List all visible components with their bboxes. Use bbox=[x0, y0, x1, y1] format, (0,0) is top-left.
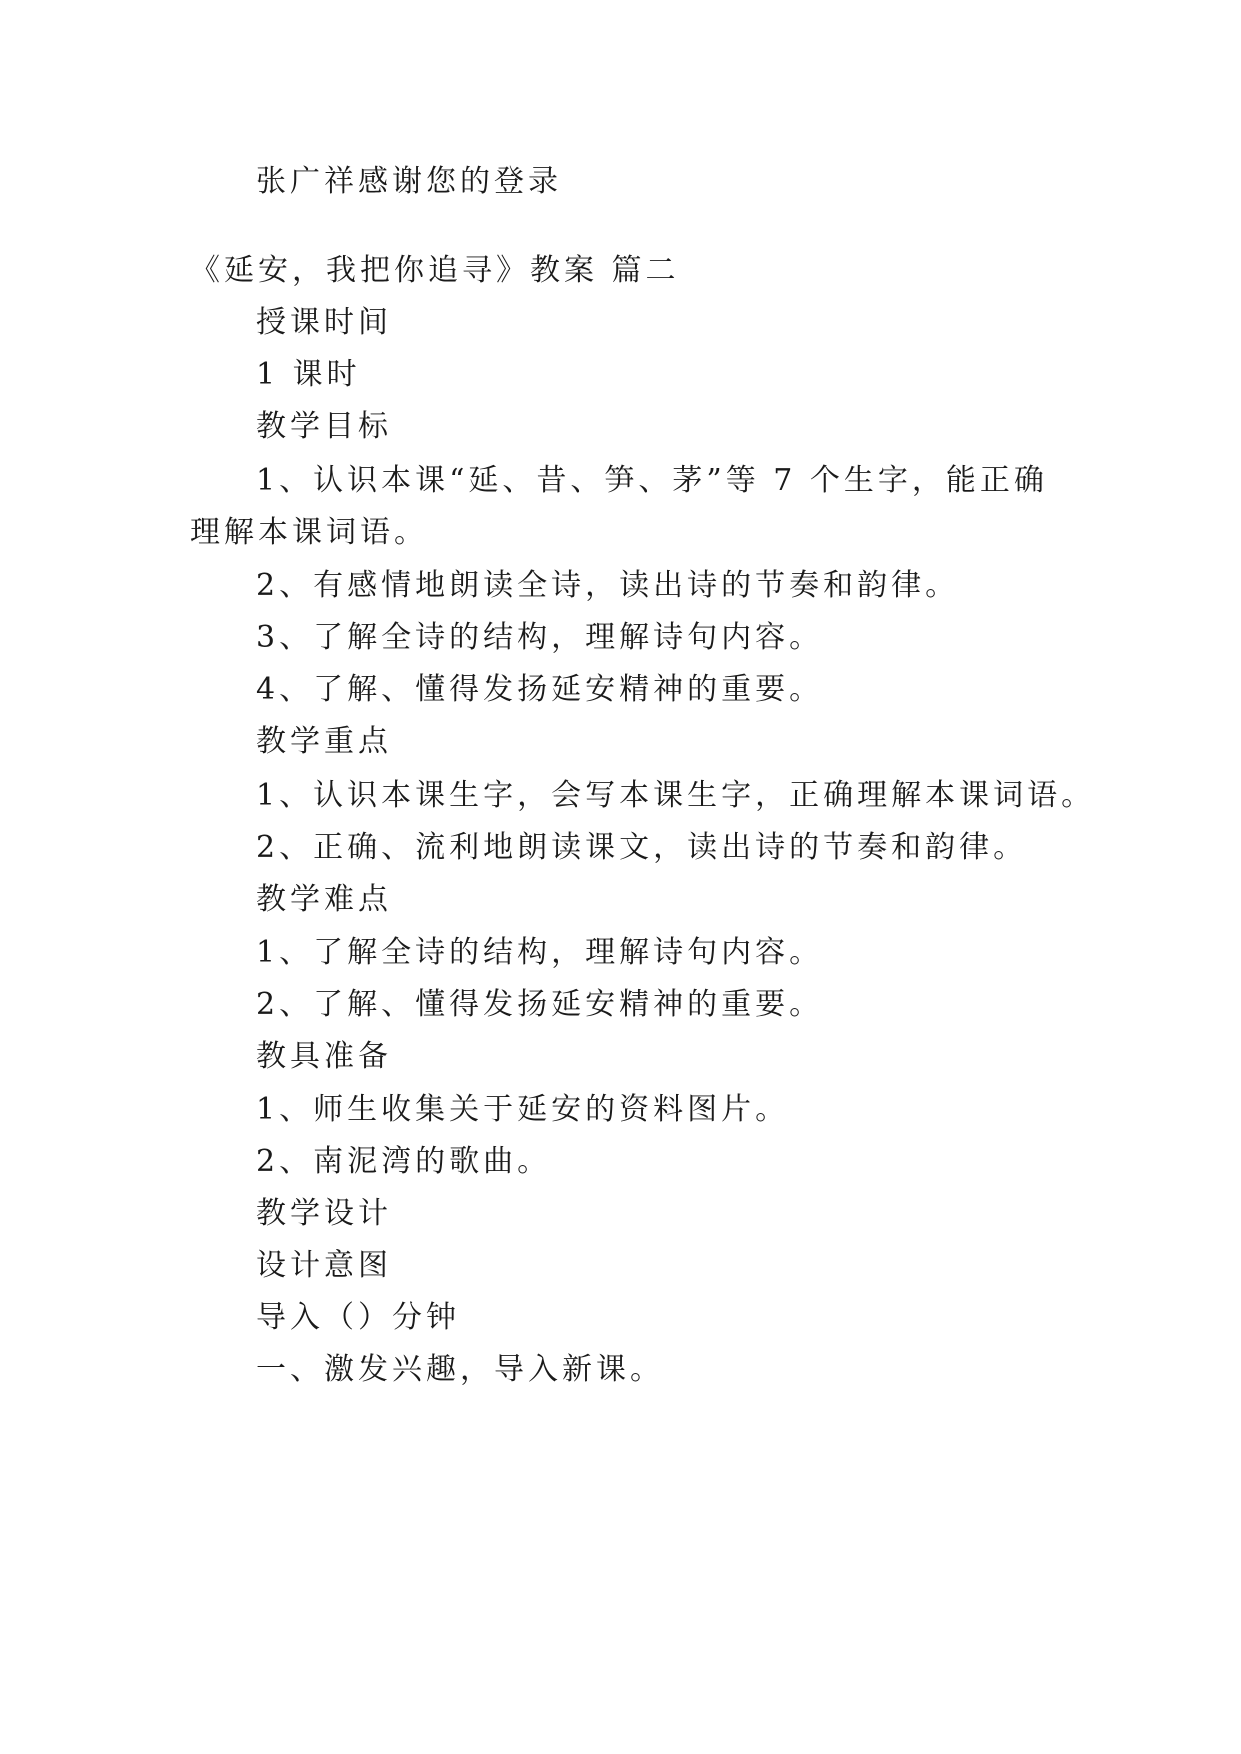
design-intent-label: 设计意图 bbox=[256, 1248, 392, 1283]
difficulty-item-1: 1、了解全诗的结构，理解诗句内容。 bbox=[256, 935, 824, 970]
section-heading-design: 教学设计 bbox=[256, 1196, 392, 1231]
document-title: 《延安，我把你追寻》教案 篇二 bbox=[190, 253, 680, 288]
section-heading-difficulties: 教学难点 bbox=[256, 882, 392, 917]
difficulty-item-2: 2、了解、懂得发扬延安精神的重要。 bbox=[256, 987, 824, 1022]
intro-minutes-label: 导入（）分钟 bbox=[256, 1300, 460, 1335]
login-thanks-text: 张广祥感谢您的登录 bbox=[256, 164, 562, 199]
key-point-item-2: 2、正确、流利地朗读课文，读出诗的节奏和韵律。 bbox=[256, 830, 1028, 865]
objective-item-1: 1、认识本课“延、昔、笋、茅”等 7 个生字，能正确 bbox=[256, 463, 1048, 498]
class-time-value: 1 课时 bbox=[256, 357, 361, 392]
objective-item-4: 4、了解、懂得发扬延安精神的重要。 bbox=[256, 672, 824, 707]
section-heading-objectives: 教学目标 bbox=[256, 409, 392, 444]
key-point-item-1: 1、认识本课生字，会写本课生字，正确理解本课词语。 bbox=[256, 778, 1096, 813]
objective-item-2: 2、有感情地朗读全诗，读出诗的节奏和韵律。 bbox=[256, 568, 960, 603]
material-item-1: 1、师生收集关于延安的资料图片。 bbox=[256, 1092, 790, 1127]
objective-item-3: 3、了解全诗的结构，理解诗句内容。 bbox=[256, 620, 824, 655]
section-heading-materials: 教具准备 bbox=[256, 1039, 392, 1074]
step-one-heading: 一、激发兴趣，导入新课。 bbox=[256, 1352, 664, 1387]
objective-item-1-continued: 理解本课词语。 bbox=[190, 515, 428, 550]
material-item-2: 2、南泥湾的歌曲。 bbox=[256, 1144, 552, 1179]
section-heading-key-points: 教学重点 bbox=[256, 724, 392, 759]
section-heading-class-time: 授课时间 bbox=[256, 305, 392, 340]
